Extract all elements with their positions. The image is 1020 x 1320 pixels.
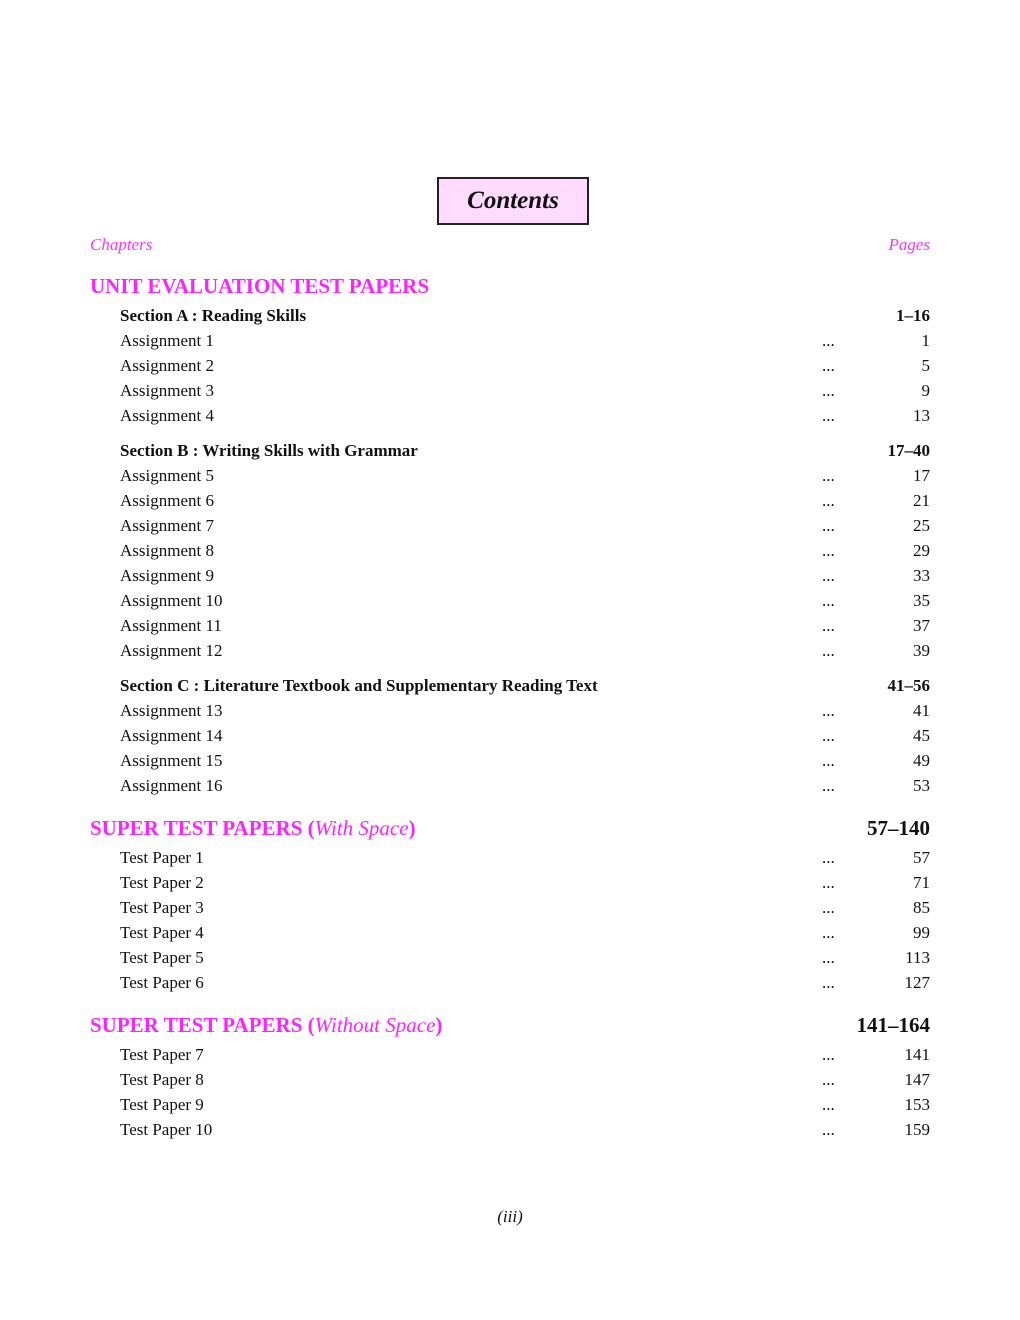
toc-entry <box>90 1092 930 1117</box>
toc-entry <box>90 488 930 513</box>
section-heading <box>90 673 930 698</box>
toc-entry <box>90 403 930 428</box>
section-title: Section C : Literature Textbook and Supplementary Reading Text <box>120 676 598 695</box>
leader-dots: ... <box>822 1070 835 1089</box>
leader-dots: ... <box>822 566 835 585</box>
leader-dots: ... <box>822 973 835 992</box>
leader-dots: ... <box>822 923 835 942</box>
entry-title: Assignment 14 <box>120 726 223 745</box>
leader-dots: ... <box>822 466 835 485</box>
leader-dots: ... <box>822 641 835 660</box>
entry-page: 71 <box>913 873 930 892</box>
section-title: Section B : Writing Skills with Grammar <box>120 441 418 460</box>
leader-dots: ... <box>822 381 835 400</box>
entry-page: 99 <box>913 923 930 942</box>
entry-page: 21 <box>913 491 930 510</box>
leader-dots: ... <box>822 331 835 350</box>
entry-page: 35 <box>913 591 930 610</box>
entry-page: 13 <box>913 406 930 425</box>
entry-page: 17 <box>913 466 930 485</box>
entry-page: 33 <box>913 566 930 585</box>
toc-entry <box>90 698 930 723</box>
leader-dots: ... <box>822 948 835 967</box>
leader-dots: ... <box>822 873 835 892</box>
leader-dots: ... <box>822 491 835 510</box>
leader-dots: ... <box>822 776 835 795</box>
group-subtitle: Without Space <box>314 1013 436 1037</box>
entry-title: Test Paper 1 <box>120 848 204 867</box>
entry-title: Test Paper 10 <box>120 1120 213 1139</box>
leader-dots: ... <box>822 726 835 745</box>
leader-dots: ... <box>822 406 835 425</box>
entry-page: 49 <box>913 751 930 770</box>
toc-entry <box>90 1042 930 1067</box>
entry-page: 141 <box>904 1045 930 1064</box>
toc-entry <box>90 748 930 773</box>
toc-entry <box>90 538 930 563</box>
entry-title: Assignment 16 <box>120 776 223 795</box>
leader-dots: ... <box>822 701 835 720</box>
entry-title: Assignment 1 <box>120 331 214 350</box>
entry-title: Assignment 9 <box>120 566 214 585</box>
entry-title: Test Paper 7 <box>120 1045 204 1064</box>
toc-section <box>90 438 930 663</box>
entry-page: 45 <box>913 726 930 745</box>
leader-dots: ... <box>822 751 835 770</box>
toc-entry <box>90 588 930 613</box>
entry-page: 25 <box>913 516 930 535</box>
toc-section <box>90 1042 930 1142</box>
group-page-range: 141–164 <box>856 1013 930 1037</box>
contents-title: Contents <box>437 177 589 225</box>
pages-column-label: Pages <box>888 235 930 254</box>
toc-group <box>90 270 930 798</box>
toc-entry <box>90 773 930 798</box>
leader-dots: ... <box>822 1045 835 1064</box>
toc-entry <box>90 513 930 538</box>
group-title: UNIT EVALUATION TEST PAPERS <box>90 274 430 298</box>
entry-title: Assignment 12 <box>120 641 223 660</box>
toc-entry <box>90 845 930 870</box>
section-page-range: 1–16 <box>896 306 930 325</box>
table-of-contents <box>90 270 930 1156</box>
entry-title: Assignment 2 <box>120 356 214 375</box>
toc-entry <box>90 870 930 895</box>
toc-entry <box>90 895 930 920</box>
entry-page: 1 <box>921 331 930 350</box>
section-page-range: 41–56 <box>887 676 930 695</box>
section-title: Section A : Reading Skills <box>120 306 307 325</box>
chapters-column-label: Chapters <box>90 235 153 254</box>
entry-title: Assignment 3 <box>120 381 214 400</box>
toc-entry <box>90 1067 930 1092</box>
leader-dots: ... <box>822 616 835 635</box>
entry-title: Test Paper 8 <box>120 1070 204 1089</box>
entry-page: 37 <box>913 616 930 635</box>
entry-page: 41 <box>913 701 930 720</box>
toc-group <box>90 1009 930 1142</box>
leader-dots: ... <box>822 1095 835 1114</box>
entry-title: Test Paper 3 <box>120 898 204 917</box>
entry-page: 147 <box>904 1070 930 1089</box>
entry-title: Assignment 11 <box>120 616 222 635</box>
entry-title: Assignment 15 <box>120 751 223 770</box>
toc-entry <box>90 920 930 945</box>
entry-page: 153 <box>904 1095 930 1114</box>
toc-entry <box>90 613 930 638</box>
leader-dots: ... <box>822 516 835 535</box>
entry-page: 127 <box>904 973 930 992</box>
group-page-range: 57–140 <box>867 816 930 840</box>
leader-dots: ... <box>822 848 835 867</box>
entry-page: 9 <box>921 381 930 400</box>
entry-title: Test Paper 4 <box>120 923 204 942</box>
leader-dots: ... <box>822 1120 835 1139</box>
toc-entry <box>90 1117 930 1142</box>
entry-title: Test Paper 2 <box>120 873 204 892</box>
group-title: SUPER TEST PAPERS <box>90 816 303 840</box>
toc-entry <box>90 945 930 970</box>
section-heading <box>90 438 930 463</box>
group-title-wrap: SUPER TEST PAPERS (With Space) <box>90 816 416 840</box>
entry-title: Test Paper 5 <box>120 948 204 967</box>
entry-title: Assignment 4 <box>120 406 214 425</box>
section-heading <box>90 303 930 328</box>
toc-entry <box>90 353 930 378</box>
toc-entry <box>90 563 930 588</box>
group-heading <box>90 812 930 844</box>
entry-title: Test Paper 9 <box>120 1095 204 1114</box>
entry-title: Test Paper 6 <box>120 973 204 992</box>
group-title-wrap: SUPER TEST PAPERS (Without Space) <box>90 1013 443 1037</box>
group-title-wrap <box>90 270 429 302</box>
leader-dots: ... <box>822 898 835 917</box>
group-subtitle: With Space <box>314 816 409 840</box>
leader-dots: ... <box>822 541 835 560</box>
entry-title: Assignment 8 <box>120 541 214 560</box>
section-page-range: 17–40 <box>887 441 930 460</box>
leader-dots: ... <box>822 591 835 610</box>
toc-section <box>90 303 930 428</box>
entry-page: 29 <box>913 541 930 560</box>
group-heading <box>90 1009 930 1041</box>
entry-page: 159 <box>904 1120 930 1139</box>
entry-page: 5 <box>921 356 930 375</box>
entry-title: Assignment 6 <box>120 491 214 510</box>
group-title: SUPER TEST PAPERS <box>90 1013 303 1037</box>
toc-entry <box>90 638 930 663</box>
toc-entry <box>90 378 930 403</box>
group-heading <box>90 270 930 302</box>
entry-title: Assignment 10 <box>120 591 223 610</box>
toc-entry <box>90 970 930 995</box>
entry-title: Assignment 7 <box>120 516 214 535</box>
leader-dots: ... <box>822 356 835 375</box>
entry-page: 85 <box>913 898 930 917</box>
toc-entry <box>90 328 930 353</box>
entry-title: Assignment 5 <box>120 466 214 485</box>
page-number: (iii) <box>497 1207 523 1226</box>
entry-page: 53 <box>913 776 930 795</box>
entry-page: 39 <box>913 641 930 660</box>
toc-section <box>90 845 930 995</box>
toc-section <box>90 673 930 798</box>
toc-entry <box>90 463 930 488</box>
entry-page: 113 <box>905 948 930 967</box>
entry-title: Assignment 13 <box>120 701 223 720</box>
toc-entry <box>90 723 930 748</box>
toc-group <box>90 812 930 995</box>
entry-page: 57 <box>913 848 930 867</box>
